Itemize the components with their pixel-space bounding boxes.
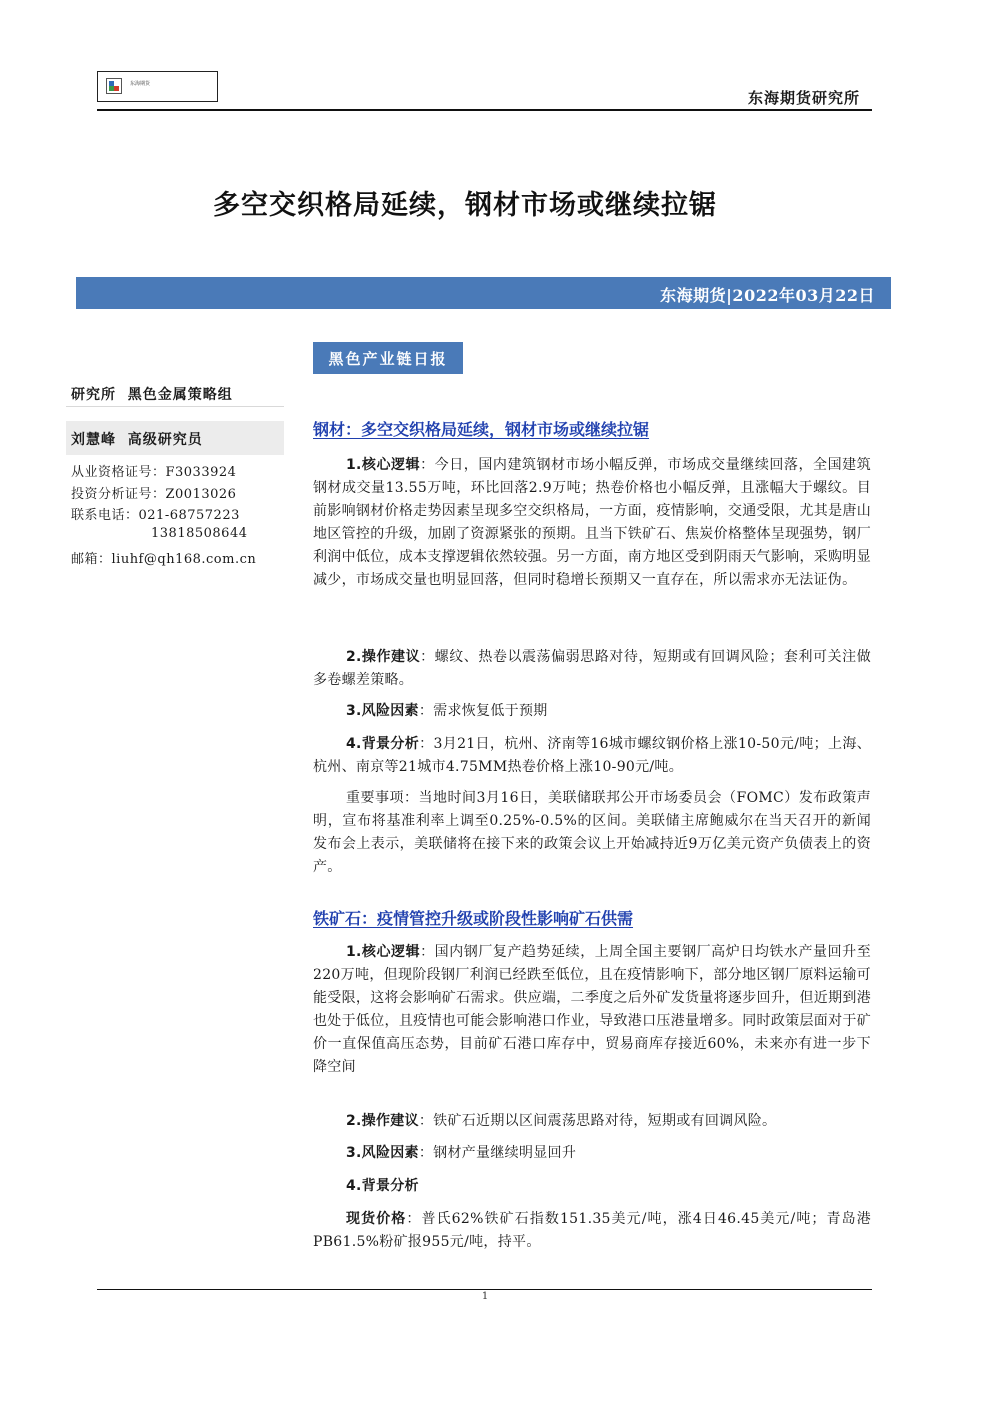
footer-divider: [97, 1289, 872, 1290]
author-phone: 联系电话：021-68757223: [71, 508, 240, 523]
steel-risk-text: ：需求恢复低于预期: [418, 703, 548, 719]
author-email: 邮箱：liuhf@qh168.com.cn: [71, 552, 257, 567]
logo-text: 东海期货: [130, 81, 151, 87]
steel-core-logic-label: 1.核心逻辑: [346, 457, 421, 473]
ore-spot-price-text: ：普氏62%铁矿石指数151.35美元/吨，涨4日46.45美元/吨；青岛港PB61.5%粉矿报955元/吨，持平。: [313, 1211, 872, 1250]
logo-mark-icon: [106, 78, 122, 94]
section-badge-label: 黑色产业链日报: [328, 350, 448, 368]
header-org-name: 东海期货研究所: [747, 89, 860, 107]
sidebar-department: 研究所 黑色金属策略组: [71, 387, 233, 403]
steel-advice-label: 2.操作建议: [346, 649, 421, 665]
steel-risk-label: 3.风险因素: [346, 703, 419, 719]
steel-core-logic: [313, 454, 871, 592]
steel-heading[interactable]: 钢材：多空交织格局延续，钢材市场或继续拉锯: [313, 420, 650, 439]
date-text: 东海期货|2022年03月22日: [660, 286, 875, 305]
steel-background-label: 4.背景分析: [346, 736, 420, 752]
steel-risk: [313, 700, 871, 723]
ore-core-logic-label: 1.核心逻辑: [346, 944, 421, 960]
page-title: 多空交织格局延续，钢材市场或继续拉锯: [213, 190, 717, 221]
ore-core-logic-text: ：国内钢厂复产趋势延续，上周全国主要钢厂高炉日均铁水产量回升至220万吨，但现阶段钢厂利润已经跌至低位，且在疫情影响下，部分地区钢厂原料运输可能受限，这将会影响矿石需求。供应端，二季度之后外矿发货量将逐步回升，但近期到港也处于低位，且疫情也可能会影响港口作业，导致港口压港量增多。同时政策层面对于矿价一直保值高压态势，目前矿石港口库存中，贸易商库存接近60%，未来亦有进一步下降空间: [313, 944, 871, 1075]
ore-advice-text: ：铁矿石近期以区间震荡思路对待，短期或有回调风险。: [418, 1113, 777, 1129]
section-badge: [313, 342, 463, 374]
header-divider: [97, 109, 872, 111]
ore-spot-price-label: 现货价格: [346, 1211, 407, 1227]
ore-advice: [313, 1110, 871, 1133]
steel-advice-text: ：螺纹、热卷以震荡偏弱思路对待，短期或有回调风险；套利可关注做多卷螺差策略。: [313, 649, 871, 688]
page-number: 1: [481, 1291, 489, 1302]
sidebar-author-row: [66, 421, 284, 455]
ore-advice-label: 2.操作建议: [346, 1113, 419, 1129]
ore-risk: [313, 1142, 871, 1165]
ore-background-label: 4.背景分析: [346, 1178, 419, 1194]
steel-background: [313, 733, 871, 779]
ore-heading[interactable]: 铁矿石：疫情管控升级或阶段性影响矿石供需: [313, 909, 634, 928]
author-mobile: 13818508644: [151, 526, 248, 541]
author-name: 刘慧峰 高级研究员: [71, 432, 203, 448]
steel-core-logic-text: ：今日，国内建筑钢材市场小幅反弹，市场成交量继续回落，全国建筑钢材成交量13.55万吨，环比回落2.9万吨；热卷价格也小幅反弹，且涨幅大于螺纹。目前影响钢材价格走势因素呈现多空交织格局，一方面，疫情影响，交通受限，尤其是唐山地区管控的升级，加剧了资源紧张的预期。且当下铁矿石、焦炭价格整体呈现强势，钢厂利润中低位，成本支撑逻辑依然较强。另一方面，南方地区受到阴雨天气影响，采购明显减少，市场成交量也明显回落，但同时稳增长预期又一直存在，所以需求亦无法证伪。: [313, 457, 871, 588]
steel-advice: [313, 646, 871, 692]
steel-key-event: [313, 787, 871, 879]
steel-background-text: ：3月21日，杭州、济南等16城市螺纹钢价格上涨10-50元/吨；上海、杭州、南京等21城市4.75MM热卷价格上涨10-90元/吨。: [313, 736, 872, 775]
sidebar-divider: [66, 406, 284, 407]
author-cert-analysis: 投资分析证号：Z0013026: [71, 487, 237, 502]
ore-risk-label: 3.风险因素: [346, 1145, 419, 1161]
date-bar: [76, 277, 891, 309]
ore-spot-price: [313, 1208, 871, 1254]
ore-background: [313, 1175, 871, 1198]
steel-key-event-text: 重要事项：当地时间3月16日，美联储联邦公开市场委员会（FOMC）发布政策声明，宣布将基准利率上调至0.25%-0.5%的区间。美联储主席鲍威尔在当天召开的新闻发布会上表示，美联储将在接下来的政策会议上开始减持近9万亿美元资产负债表上的资产。: [313, 790, 871, 875]
author-cert-practice: 从业资格证号：F3033924: [71, 465, 237, 480]
company-logo: [97, 71, 218, 102]
ore-risk-text: ：钢材产量继续明显回升: [418, 1145, 577, 1161]
ore-core-logic: [313, 941, 871, 1079]
